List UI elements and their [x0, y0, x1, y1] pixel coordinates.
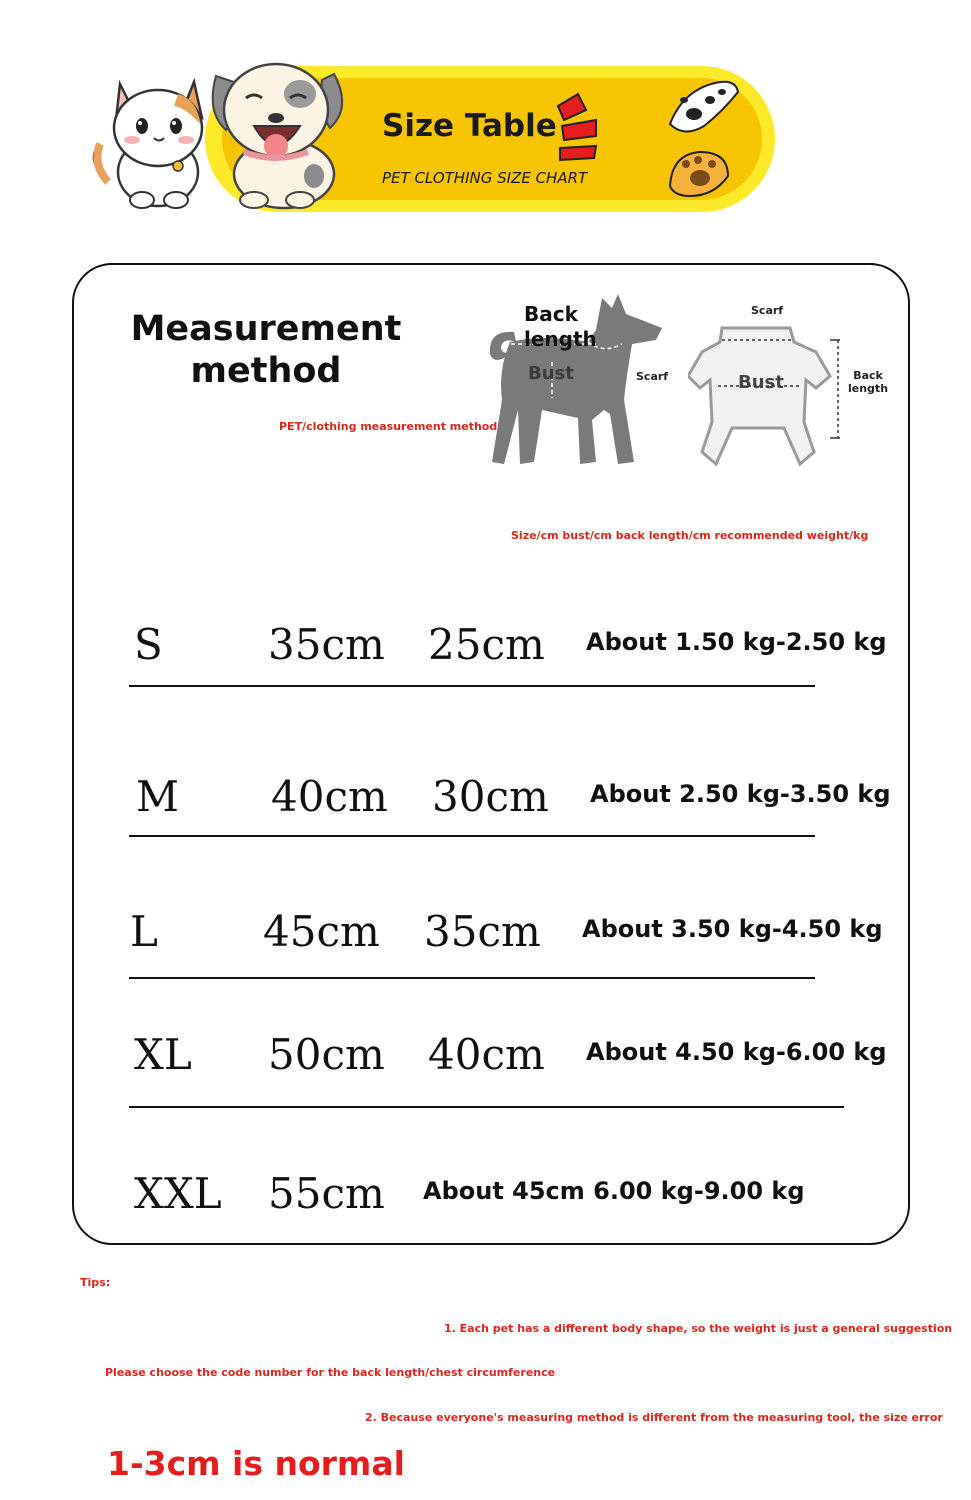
shirt-scarf-label: Scarf — [751, 304, 784, 317]
tip-line-4: 1-3cm is normal — [107, 1444, 405, 1483]
weight-value: About 1.50 kg-2.50 kg — [586, 628, 887, 656]
tip-line-1: 1. Each pet has a different body shape, so the weight is just a general suggestion — [444, 1322, 953, 1335]
banner-title: Size Table — [382, 108, 557, 144]
bust-value: 35cm — [268, 620, 385, 669]
row-divider — [129, 977, 815, 979]
weight-value: About 3.50 kg-4.50 kg — [582, 915, 883, 943]
measurement-caption: PET/clothing measurement method — [279, 420, 498, 433]
row-divider — [129, 1106, 844, 1108]
shirt-bust-label: Bust — [738, 372, 784, 393]
size-label: XXL — [134, 1169, 222, 1218]
measurement-title — [126, 308, 406, 392]
size-label: M — [136, 772, 180, 821]
size-label: L — [130, 907, 158, 956]
dog-illustration-icon — [204, 52, 354, 210]
bust-value: 55cm — [268, 1169, 385, 1218]
back-length-value: 35cm — [424, 907, 541, 956]
size-label: S — [134, 620, 163, 669]
back-length-value: 25cm — [428, 620, 545, 669]
banner-subtitle: PET CLOTHING SIZE CHART — [382, 169, 588, 187]
dog-back-length-label — [524, 302, 597, 352]
bust-value: 40cm — [271, 772, 388, 821]
pet-shirt-diagram-icon — [688, 318, 844, 468]
back-length-value: 30cm — [432, 772, 549, 821]
tip-line-3: 2. Because everyone's measuring method is different from the measuring tool, the size error — [365, 1411, 943, 1424]
exclamation-marks-icon — [552, 92, 602, 162]
measurement-title-line2: method — [190, 351, 342, 391]
tip-line-2: Please choose the code number for the back length/chest circumference — [105, 1366, 556, 1379]
bust-value: 50cm — [268, 1030, 385, 1079]
row-divider — [129, 835, 815, 837]
dog-back-label: Back — [524, 302, 578, 326]
dog-bust-label: Bust — [528, 363, 574, 384]
shirt-length-label: length — [848, 382, 889, 395]
tips-label: Tips: — [80, 1276, 111, 1289]
orange-paw-icon — [664, 146, 734, 198]
table-header: Size/cm bust/cm back length/cm recommended weight/kg — [511, 529, 869, 542]
shirt-back-length-label — [848, 369, 888, 395]
paw-print-icon — [664, 78, 744, 142]
row-divider — [129, 685, 815, 687]
dog-scarf-label: Scarf — [636, 370, 669, 383]
bust-value: 45cm — [263, 907, 380, 956]
measurement-title-line1: Measurement — [130, 309, 402, 349]
shirt-back-label: Back — [853, 369, 883, 382]
weight-value: About 2.50 kg-3.50 kg — [590, 780, 891, 808]
dog-length-label: length — [524, 327, 597, 351]
weight-value: About 4.50 kg-6.00 kg — [586, 1038, 887, 1066]
weight-value: About 45cm 6.00 kg-9.00 kg — [423, 1177, 805, 1205]
back-length-value: 40cm — [428, 1030, 545, 1079]
size-label: XL — [134, 1030, 192, 1079]
